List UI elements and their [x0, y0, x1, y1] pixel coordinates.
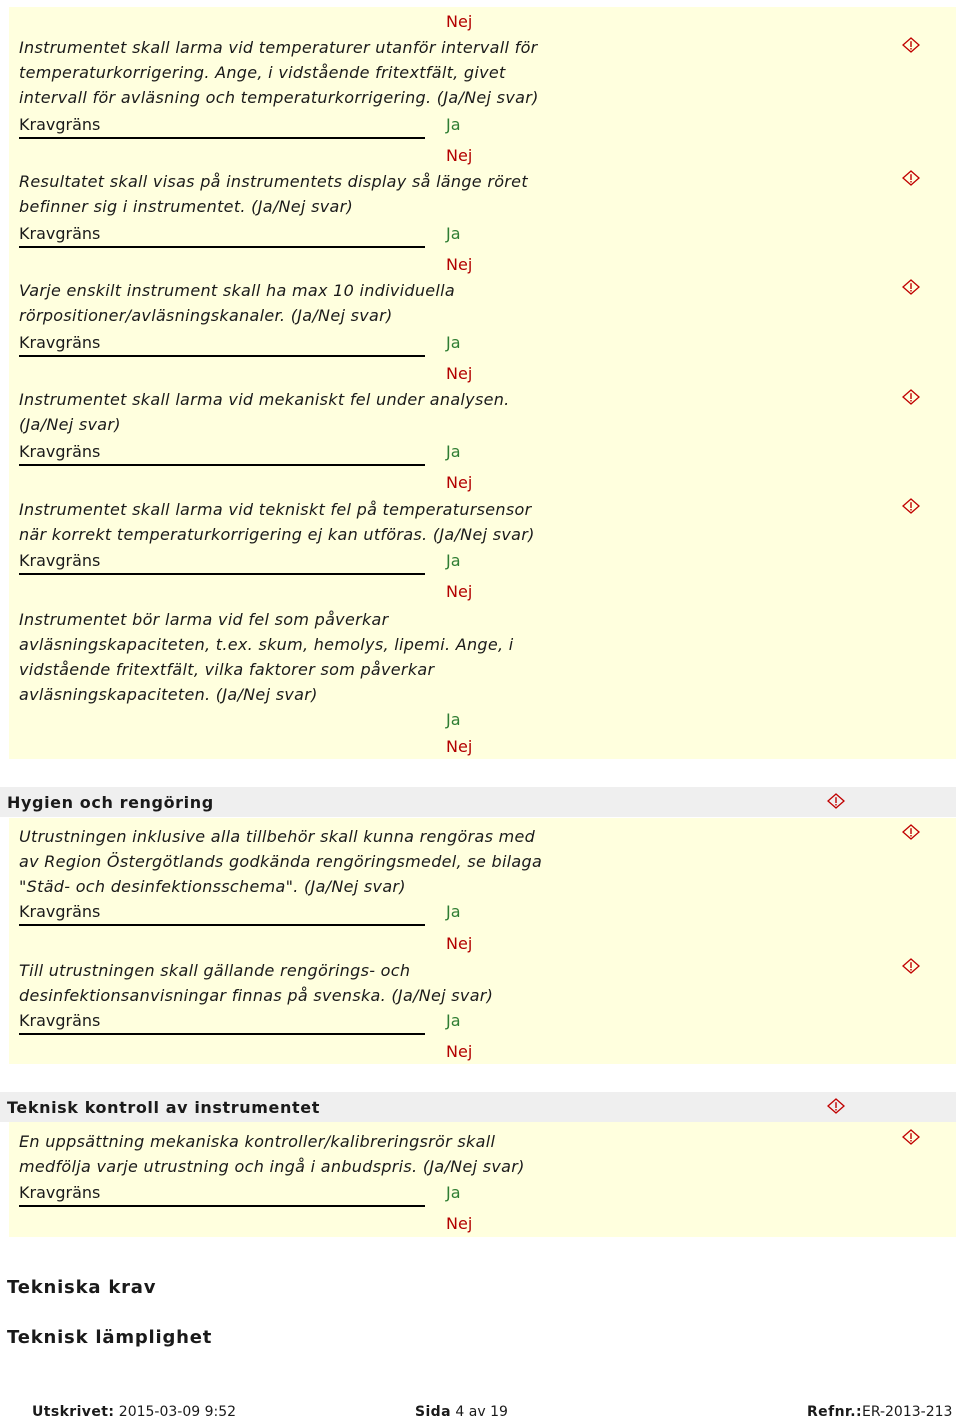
requirement-limit-label: Kravgräns: [19, 115, 101, 134]
page-value: 4 av 19: [455, 1404, 508, 1420]
requirement-text: Utrustningen inklusive alla tillbehör skall kunna rengöras med av Region Östergötlands godkända rengöringsmedel, se bilaga "Städ- och desinfektionsschema". (Ja/Nej svar): [19, 827, 543, 896]
requirement-limit-label: Kravgräns: [19, 1183, 101, 1202]
warning-icon[interactable]: [827, 1098, 845, 1114]
limit-line: [19, 464, 425, 466]
no-option[interactable]: Nej: [446, 255, 473, 274]
section-header-hygien: [0, 787, 956, 817]
yes-option[interactable]: Ja: [446, 1011, 461, 1030]
printed-value: 2015-03-09 9:52: [118, 1404, 237, 1420]
requirement-text: Instrumentet skall larma vid temperaturer utanför intervall för temperaturkorrigering. Ange, i vidstående fritextfält, givet intervall för avläsning och temperaturkorrigering. (Ja/Nej svar): [19, 38, 539, 107]
section-title: Hygien och rengöring: [7, 793, 214, 812]
yes-option[interactable]: Ja: [446, 551, 461, 570]
requirement-text: Resultatet skall visas på instrumentets display så länge röret befinner sig i instrumentet. (Ja/Nej svar): [19, 172, 528, 216]
no-option[interactable]: Nej: [446, 1214, 473, 1233]
page-label: Sida: [415, 1404, 451, 1420]
limit-line: [19, 1205, 425, 1207]
requirement-limit-label: Kravgräns: [19, 442, 101, 461]
heading-tekniska-krav: Tekniska krav: [7, 1277, 157, 1298]
warning-icon[interactable]: [902, 279, 920, 295]
no-option[interactable]: Nej: [446, 582, 473, 601]
warning-icon[interactable]: [902, 498, 920, 514]
warning-icon[interactable]: [902, 824, 920, 840]
ref-label: Refnr.:: [807, 1404, 862, 1420]
no-option[interactable]: Nej: [446, 364, 473, 383]
no-option[interactable]: Nej: [446, 473, 473, 492]
requirement-limit-label: Kravgräns: [19, 551, 101, 570]
requirements-block: [9, 7, 956, 759]
warning-icon[interactable]: [827, 793, 845, 809]
yes-option[interactable]: Ja: [446, 902, 461, 921]
requirement-text: Till utrustningen skall gällande rengörings- och desinfektionsanvisningar finnas på svenska. (Ja/Nej svar): [19, 961, 494, 1005]
warning-icon[interactable]: [902, 958, 920, 974]
yes-option[interactable]: Ja: [446, 1183, 461, 1202]
requirements-block: [9, 1122, 956, 1237]
heading-teknisk-lamplighet: Teknisk lämplighet: [7, 1327, 213, 1348]
no-option[interactable]: Nej: [446, 934, 473, 953]
warning-icon[interactable]: [902, 389, 920, 405]
ref-value: ER-2013-213: [861, 1404, 953, 1420]
no-option[interactable]: Nej: [446, 1042, 473, 1061]
yes-option[interactable]: Ja: [446, 442, 461, 461]
limit-line: [19, 573, 425, 575]
warning-icon[interactable]: [902, 37, 920, 53]
requirement-text: Instrumentet skall larma vid tekniskt fel på temperatursensor när korrekt temperaturkorrigering ej kan utföras. (Ja/Nej svar): [19, 500, 535, 544]
section-header-kontroll: [0, 1092, 956, 1122]
warning-icon[interactable]: [902, 170, 920, 186]
section-title: Teknisk kontroll av instrumentet: [7, 1098, 320, 1117]
limit-line: [19, 137, 425, 139]
limit-line: [19, 1033, 425, 1035]
limit-line: [19, 246, 425, 248]
requirement-text: Instrumentet skall larma vid mekaniskt fel under analysen. (Ja/Nej svar): [19, 390, 510, 434]
no-option[interactable]: Nej: [446, 737, 473, 756]
requirement-limit-label: Kravgräns: [19, 224, 101, 243]
requirement-text: Varje enskilt instrument skall ha max 10 individuella rörpositioner/avläsningskanaler. (Ja/Nej svar): [19, 281, 456, 325]
limit-line: [19, 924, 425, 926]
printed-label: Utskrivet:: [32, 1404, 115, 1420]
limit-line: [19, 355, 425, 357]
footer-ref: [807, 1404, 952, 1420]
yes-option[interactable]: Ja: [446, 224, 461, 243]
requirement-limit-label: Kravgräns: [19, 333, 101, 352]
no-option[interactable]: Nej: [446, 146, 473, 165]
no-option[interactable]: Nej: [446, 12, 473, 31]
requirement-limit-label: Kravgräns: [19, 902, 101, 921]
requirement-limit-label: Kravgräns: [19, 1011, 101, 1030]
footer-printed: [32, 1404, 236, 1420]
requirements-block: [9, 818, 956, 1064]
footer-page: [415, 1404, 508, 1420]
yes-option[interactable]: Ja: [446, 710, 461, 729]
requirement-text: Instrumentet bör larma vid fel som påverkar avläsningskapaciteten, t.ex. skum, hemolys, lipemi. Ange, i vidstående fritextfält, vilka faktorer som påverkar avläsningskapaciteten. (Ja/Nej svar): [19, 610, 514, 704]
yes-option[interactable]: Ja: [446, 333, 461, 352]
yes-option[interactable]: Ja: [446, 115, 461, 134]
warning-icon[interactable]: [902, 1129, 920, 1145]
requirement-text: En uppsättning mekaniska kontroller/kalibreringsrör skall medfölja varje utrustning och ingå i anbudspris. (Ja/Nej svar): [19, 1132, 525, 1176]
